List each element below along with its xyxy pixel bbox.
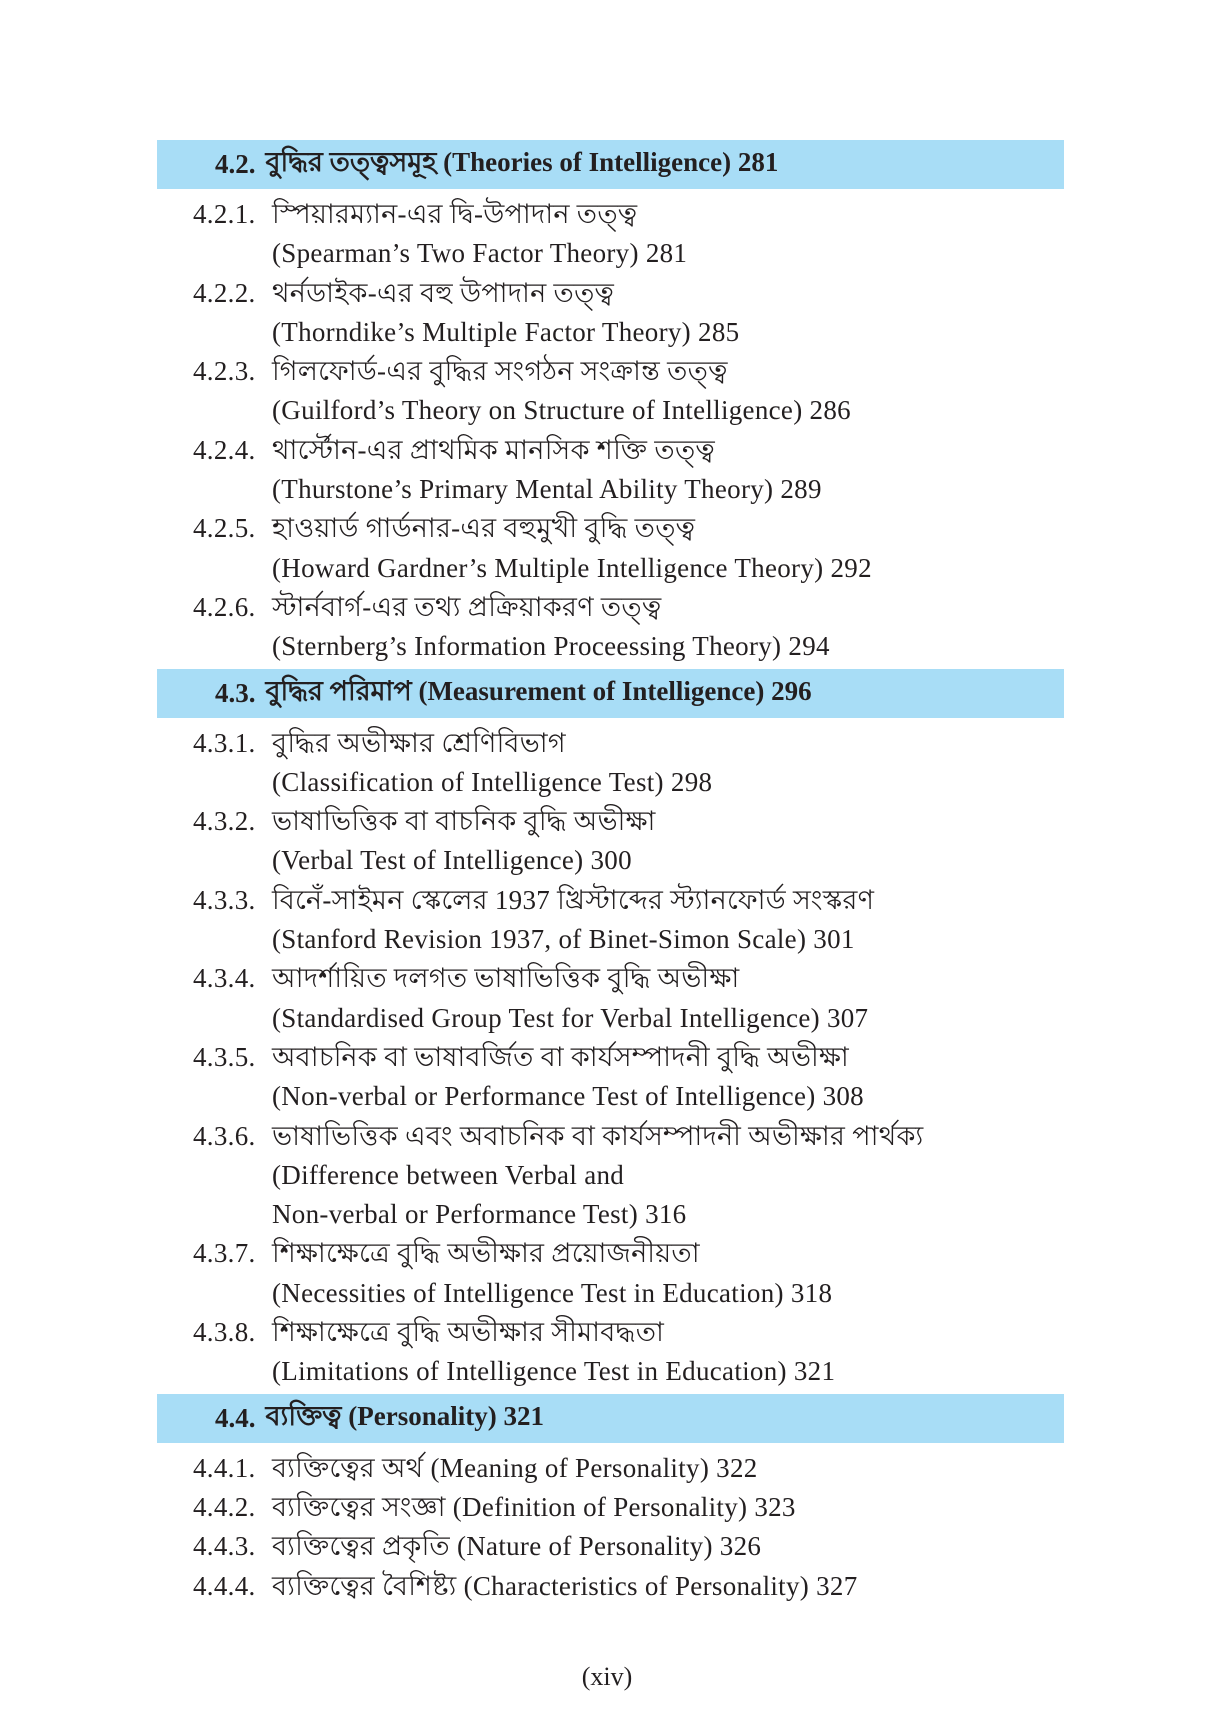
section-title: বুদ্ধির পরিমাপ (Measurement of Intelligence) 296 [265, 675, 812, 706]
entry-line: (Sternberg’s Information Proceessing Theory) 294 [272, 631, 830, 662]
section-number: 4.3. [215, 677, 256, 708]
table-of-contents [0, 140, 1214, 1608]
toc-entry [0, 724, 1214, 803]
entry-line: (Guilford’s Theory on Structure of Intelligence) 286 [272, 395, 851, 426]
entry-number: 4.2.6. [193, 591, 256, 622]
entry-line: (Thurstone’s Primary Mental Ability Theory) 289 [272, 474, 822, 505]
toc-entry [0, 1567, 1214, 1606]
entry-number: 4.3.4. [193, 963, 256, 994]
entry-number: 4.2.1. [193, 199, 256, 229]
entry-line: বিনেঁ-সাইমন স্কেলের 1937 খ্রিস্টাব্দের স্ট্যানফোর্ড সংস্করণ [272, 884, 875, 915]
entry-line: শিক্ষাক্ষেত্রে বুদ্ধি অভীক্ষার সীমাবদ্ধতা [272, 1317, 665, 1348]
toc-entry [0, 195, 1214, 274]
entry-number: 4.3.7. [193, 1238, 256, 1269]
entry-line: ভাষাভিত্তিক এবং অবাচনিক বা কার্যসম্পাদনী অভীক্ষার পার্থক্য [272, 1120, 924, 1151]
section-number: 4.2. [215, 149, 256, 179]
entry-line: (Howard Gardner’s Multiple Intelligence Theory) 292 [272, 552, 872, 583]
section-heading [157, 1394, 1064, 1443]
entry-number: 4.3.3. [193, 884, 256, 915]
section-title: বুদ্ধির তত্ত্বসমূহ (Theories of Intelligence) 281 [265, 147, 779, 177]
entry-line: ব্যক্তিত্বের অর্থ (Meaning of Personality) 322 [272, 1452, 758, 1483]
entry-number: 4.3.1. [193, 727, 256, 758]
entry-line: (Difference between Verbal and [272, 1159, 625, 1190]
toc-entry [0, 1038, 1214, 1117]
toc-entry [0, 431, 1214, 510]
entry-line: ব্যক্তিত্বের প্রকৃতি (Nature of Personality) 326 [272, 1531, 762, 1562]
entry-number: 4.2.2. [193, 277, 256, 308]
entry-line: বুদ্ধির অভীক্ষার শ্রেণিবিভাগ [272, 727, 566, 758]
entry-line: (Classification of Intelligence Test) 298 [272, 766, 713, 797]
entry-number: 4.3.6. [193, 1120, 256, 1151]
toc-entry [0, 881, 1214, 960]
entry-line: থর্নডাইক-এর বহু উপাদান তত্ত্ব [272, 277, 615, 308]
toc-entry [0, 1117, 1214, 1235]
section-entries [0, 1443, 1214, 1608]
toc-entry [0, 959, 1214, 1038]
entry-number: 4.4.1. [193, 1452, 256, 1483]
entry-line: ভাষাভিত্তিক বা বাচনিক বুদ্ধি অভীক্ষা [272, 806, 656, 837]
entry-line: (Verbal Test of Intelligence) 300 [272, 845, 632, 876]
entry-line: হাওয়ার্ড গার্ডনার-এর বহুমুখী বুদ্ধি তত্ত্ব [272, 513, 696, 544]
section-entries [0, 718, 1214, 1394]
page-number: (xiv) [581, 1662, 633, 1691]
toc-entry [0, 1488, 1214, 1527]
entry-line: অবাচনিক বা ভাষাবর্জিত বা কার্যসম্পাদনী বুদ্ধি অভীক্ষা [272, 1041, 850, 1072]
toc-entry [0, 274, 1214, 353]
toc-entry [0, 1449, 1214, 1488]
toc-entry [0, 1234, 1214, 1313]
entry-line: ব্যক্তিত্বের সংজ্ঞা (Definition of Personality) 323 [272, 1491, 796, 1522]
toc-entry [0, 588, 1214, 667]
entry-line: (Standardised Group Test for Verbal Intelligence) 307 [272, 1002, 869, 1033]
entry-line: ব্যক্তিত্বের বৈশিষ্ট্য (Characteristics of Personality) 327 [272, 1570, 858, 1601]
section-entries [0, 189, 1214, 669]
entry-number: 4.4.4. [193, 1570, 256, 1601]
entry-number: 4.4.2. [193, 1491, 256, 1522]
entry-line: স্পিয়ারম্যান-এর দ্বি-উপাদান তত্ত্ব [272, 199, 638, 229]
entry-line: শিক্ষাক্ষেত্রে বুদ্ধি অভীক্ষার প্রয়োজনীয়তা [272, 1238, 700, 1269]
entry-number: 4.2.5. [193, 513, 256, 544]
entry-number: 4.3.8. [193, 1317, 256, 1348]
entry-line: থার্স্টোন-এর প্রাথমিক মানসিক শক্তি তত্ত্ব [272, 434, 716, 465]
entry-number: 4.2.4. [193, 434, 256, 465]
section-heading [157, 669, 1064, 718]
section-number: 4.4. [215, 1402, 256, 1433]
entry-line: গিলফোর্ড-এর বুদ্ধির সংগঠন সংক্রান্ত তত্ত্ব [272, 356, 728, 387]
entry-line: (Thorndike’s Multiple Factor Theory) 285 [272, 316, 740, 347]
section-heading [157, 140, 1064, 189]
entry-line: (Stanford Revision 1937, of Binet-Simon Scale) 301 [272, 924, 855, 955]
entry-line: (Limitations of Intelligence Test in Education) 321 [272, 1356, 836, 1387]
entry-line: স্টার্নবার্গ-এর তথ্য প্রক্রিয়াকরণ তত্ত্ব [272, 591, 662, 622]
section-title: ব্যক্তিত্ব (Personality) 321 [265, 1400, 544, 1431]
toc-entry [0, 509, 1214, 588]
entry-number: 4.4.3. [193, 1531, 256, 1562]
toc-entry [0, 802, 1214, 881]
toc-entry [0, 352, 1214, 431]
entry-number: 4.3.5. [193, 1041, 256, 1072]
entry-line: (Necessities of Intelligence Test in Education) 318 [272, 1277, 833, 1308]
entry-number: 4.2.3. [193, 356, 256, 387]
toc-entry [0, 1313, 1214, 1392]
entry-line: (Non-verbal or Performance Test of Intelligence) 308 [272, 1081, 864, 1112]
entry-line: (Spearman’s Two Factor Theory) 281 [272, 238, 688, 269]
entry-number: 4.3.2. [193, 806, 256, 837]
entry-line: Non-verbal or Performance Test) 316 [272, 1199, 687, 1230]
toc-entry [0, 1527, 1214, 1566]
entry-line: আদর্শায়িত দলগত ভাষাভিত্তিক বুদ্ধি অভীক্ষা [272, 963, 740, 994]
